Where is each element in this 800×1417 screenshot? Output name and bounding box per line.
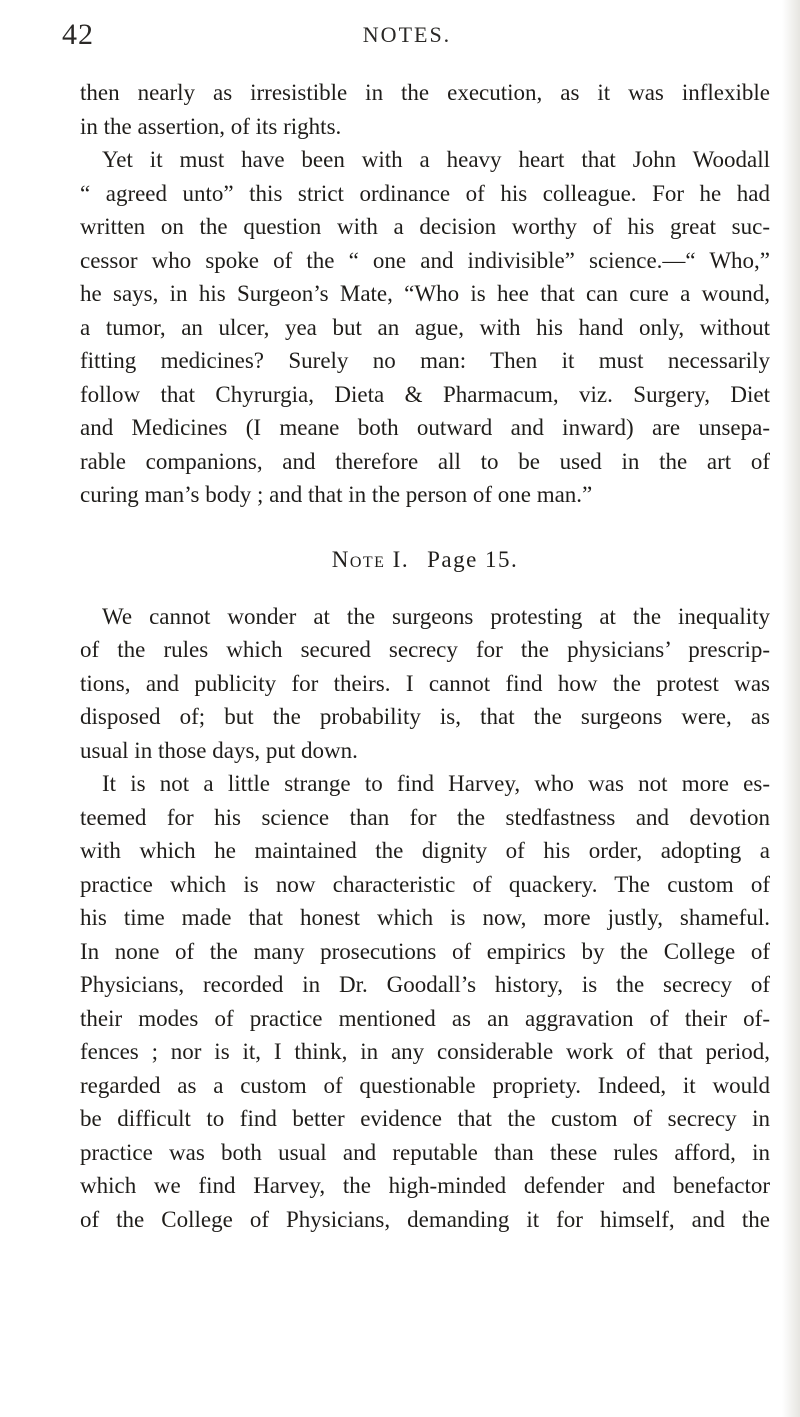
text-line: their modes of practice mentioned as an aggravation of their of- [80, 1005, 770, 1031]
text-line: he says, in his Surgeon’s Mate, “Who is hee that can cure a wound, [80, 281, 770, 306]
text-line: disposed of; but the probability is, that the surgeons were, as [80, 704, 770, 729]
text-line: cessor who spoke of the “ one and indivisible” science.—“ Who,” [80, 247, 770, 273]
text-line: of the rules which secured secrecy for the physicians’ prescrip- [80, 637, 770, 662]
text-line: rable companions, and therefore all to be used in the art of [80, 448, 770, 474]
text-line: tions, and publicity for theirs. I cannot find how the protest was [80, 670, 770, 696]
text-line: with which he maintained the dignity of his order, adopting a [80, 838, 770, 863]
text-line: regarded as a custom of questionable propriety. Indeed, it would [80, 1072, 770, 1098]
body-text [80, 76, 770, 1236]
paragraph [80, 143, 770, 512]
page-edge-shadow [782, 0, 800, 1417]
text-line: fitting medicines? Surely no man: Then it must necessarily [80, 348, 770, 373]
text-line: fences ; nor is it, I think, in any considerable work of that period, [80, 1039, 770, 1064]
text-line: follow that Chyrurgia, Dieta & Pharmacum, viz. Surgery, Diet [80, 381, 770, 407]
note-page-ref: Page 15. [427, 546, 519, 572]
text-line: curing man’s body ; and that in the person of one man.” [80, 482, 593, 507]
page-header [62, 18, 752, 58]
text-line: then nearly as irresistible in the execution, as it was inflexible [80, 80, 770, 105]
text-line: “ agreed unto” this strict ordinance of his colleague. For he had [80, 180, 770, 206]
text-line: teemed for his science than for the stedfastness and devotion [80, 804, 770, 830]
text-line: Yet it must have been with a heavy heart that John Woodall [102, 147, 770, 172]
text-line: his time made that honest which is now, more justly, shameful. [80, 905, 770, 930]
text-line: in the assertion, of its rights. [80, 113, 342, 139]
text-line: It is not a little strange to find Harvey, who was not more es- [102, 771, 770, 796]
text-line: Physicians, recorded in Dr. Goodall’s history, is the secrecy of [80, 972, 770, 997]
note-heading [80, 538, 770, 582]
text-line: and Medicines (I meane both outward and inward) are unsepa- [80, 415, 770, 440]
text-line: be difficult to find better evidence that the custom of secrecy in [80, 1106, 770, 1131]
note-label: Note I. [331, 546, 410, 572]
text-line: which we find Harvey, the high-minded defender and benefactor [80, 1173, 770, 1198]
text-line: We cannot wonder at the surgeons protesting at the inequality [102, 603, 770, 629]
text-line: usual in those days, put down. [80, 737, 358, 763]
running-head: NOTES. [362, 22, 452, 47]
page-number: 42 [62, 18, 94, 51]
text-line: a tumor, an ulcer, yea but an ague, with his hand only, without [80, 314, 770, 340]
paragraph [80, 76, 770, 143]
text-line: practice was both usual and reputable than these rules afford, in [80, 1139, 770, 1165]
text-line: written on the question with a decision worthy of his great suc- [80, 214, 770, 239]
paragraph [80, 767, 770, 1236]
paragraph [80, 600, 770, 768]
text-line: practice which is now characteristic of quackery. The custom of [80, 871, 770, 897]
text-line: In none of the many prosecutions of empirics by the College of [80, 938, 770, 964]
text-line: of the College of Physicians, demanding it for himself, and the [80, 1206, 770, 1232]
